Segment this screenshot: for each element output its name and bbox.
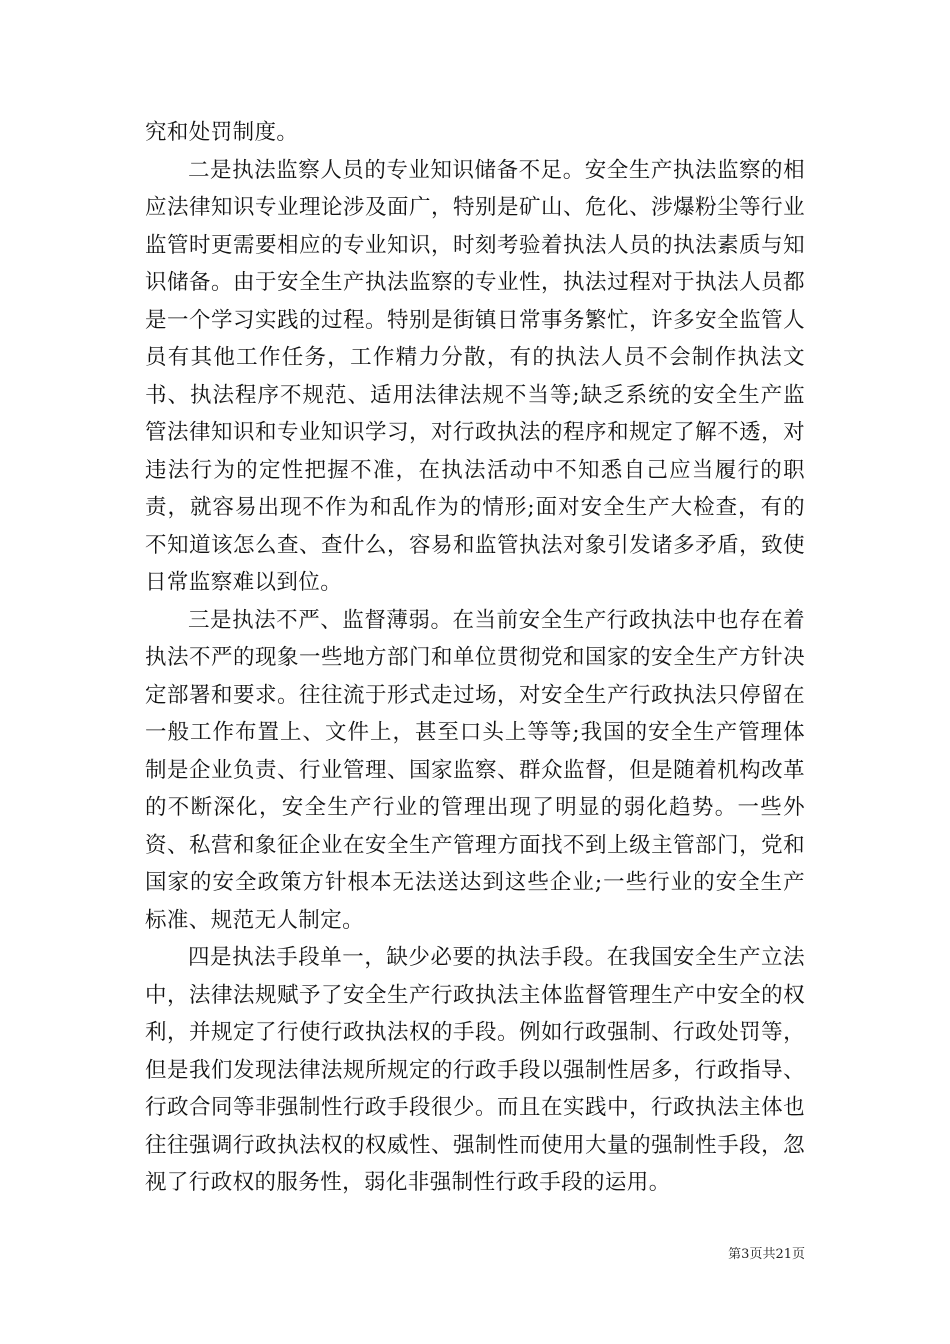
page-number: 第3页共21页 — [728, 1247, 805, 1262]
paragraph-4: 四是执法手段单一，缺少必要的执法手段。在我国安全生产立法中，法律法规赋予了安全生产行政执法主体监督管理生产中安全的权利，并规定了行使行政执法权的手段。例如行政强制、行政处罚等，但是我们发现法律法规所规定的行政手段以强制性居多，行政指导、行政合同等非强制性行政手段很少。而且在实践中，行政执法主体也往往强调行政执法权的权威性、强制性而使用大量的强制性手段，忽视了行政权的服务性，弱化非强制性行政手段的运用。 — [145, 945, 805, 1195]
paragraph-continuation: 究和处罚制度。 — [145, 120, 299, 145]
document-body — [145, 114, 805, 1202]
paragraph-2: 二是执法监察人员的专业知识储备不足。安全生产执法监察的相应法律知识专业理论涉及面广，特别是矿山、危化、涉爆粉尘等行业监管时更需要相应的专业知识，时刻考验着执法人员的执法素质与知识储备。由于安全生产执法监察的专业性，执法过程对于执法人员都是一个学习实践的过程。特别是街镇日常事务繁忙，许多安全监管人员有其他工作任务，工作精力分散，有的执法人员不会制作执法文书、执法程序不规范、适用法律法规不当等;缺乏系统的安全生产监管法律知识和专业知识学习，对行政执法的程序和规定了解不透，对违法行为的定性把握不准，在执法活动中不知悉自己应当履行的职责，就容易出现不作为和乱作为的情形;面对安全生产大检查，有的不知道该怎么查、查什么，容易和监管执法对象引发诸多矛盾，致使日常监察难以到位。 — [145, 157, 805, 595]
paragraph-3: 三是执法不严、监督薄弱。在当前安全生产行政执法中也存在着执法不严的现象一些地方部门和单位贯彻党和国家的安全生产方针决定部署和要求。往往流于形式走过场，对安全生产行政执法只停留在一般工作布置上、文件上，甚至口头上等等;我国的安全生产管理体制是企业负责、行业管理、国家监察、群众监督，但是随着机构改革的不断深化，安全生产行业的管理出现了明显的弱化趋势。一些外资、私营和象征企业在安全生产管理方面找不到上级主管部门，党和国家的安全政策方针根本无法送达到这些企业;一些行业的安全生产标准、规范无人制定。 — [145, 607, 805, 933]
